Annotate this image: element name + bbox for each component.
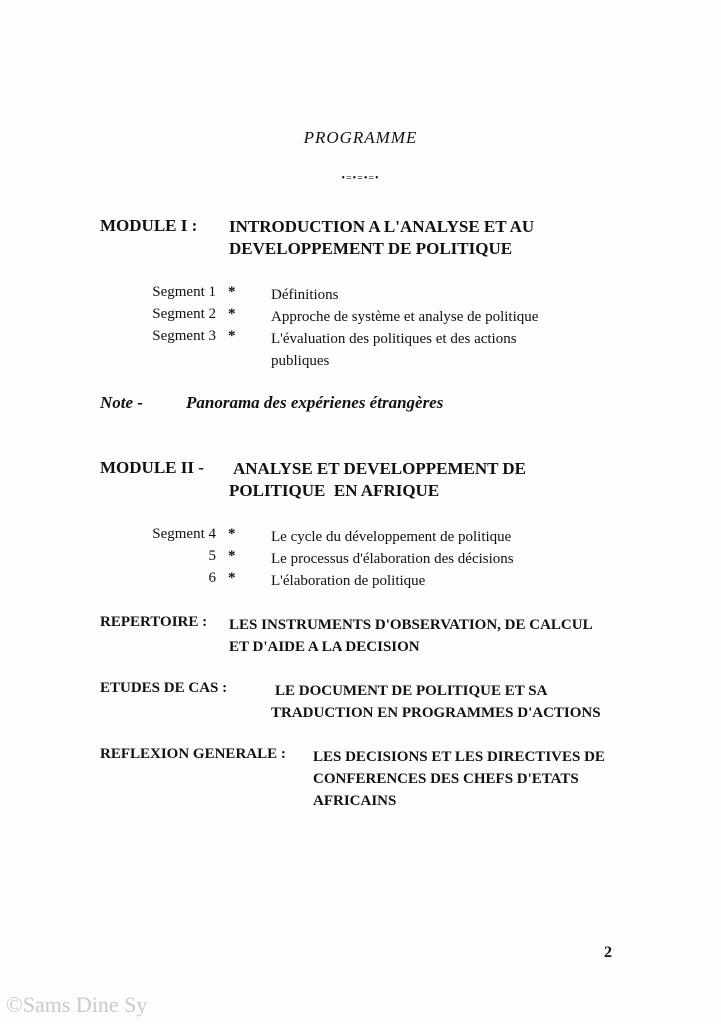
segment-text: Approche de système et analyse de politique — [271, 309, 539, 325]
repertoire-text-line2: ET D'AIDE A LA DECISION — [229, 639, 420, 655]
segment-label: Segment 3 — [152, 328, 216, 344]
segment-label: 5 — [208, 548, 216, 564]
segment-text-line1: L'évaluation des politiques et des actions — [271, 331, 517, 347]
segment-label: Segment 1 — [152, 284, 216, 300]
segment-bullet: * — [228, 306, 236, 322]
etudes-text-line2: TRADUCTION EN PROGRAMMES D'ACTIONS — [271, 705, 601, 721]
module-2-title-line1: ANALYSE ET DEVELOPPEMENT DE — [233, 459, 527, 478]
note-text: Panorama des expérienes étrangères — [186, 393, 444, 412]
module-2-title-line2: POLITIQUE EN AFRIQUE — [229, 481, 440, 500]
module-1-label: MODULE I : — [100, 216, 198, 235]
segment-bullet: * — [228, 548, 236, 564]
page-number: 2 — [604, 944, 612, 961]
segment-text: Le cycle du développement de politique — [271, 529, 512, 545]
segment-bullet: * — [228, 328, 236, 344]
segment-label: Segment 2 — [152, 306, 216, 322]
etudes-label: ETUDES DE CAS : — [100, 680, 228, 696]
segment-bullet: * — [228, 526, 236, 542]
copyright-watermark: ©Sams Dine Sy — [6, 992, 148, 1017]
module-2-label: MODULE II - — [100, 458, 204, 477]
segment-text: Le processus d'élaboration des décisions — [271, 551, 514, 567]
segment-bullet: * — [228, 284, 236, 300]
module-1-title-line2: DEVELOPPEMENT DE POLITIQUE — [229, 239, 513, 258]
segment-text-line2: publiques — [271, 353, 330, 369]
etudes-text-line1: LE DOCUMENT DE POLITIQUE ET SA — [275, 683, 548, 699]
segment-label: Segment 4 — [152, 526, 216, 542]
segment-text: Définitions — [271, 287, 339, 303]
reflexion-label: REFLEXION GENERALE : — [100, 746, 286, 762]
segment-label: 6 — [208, 570, 216, 586]
module-1-title-line1: INTRODUCTION A L'ANALYSE ET AU — [229, 217, 535, 236]
reflexion-text-line3: AFRICAINS — [313, 793, 397, 809]
note-label: Note - — [100, 393, 143, 412]
segment-bullet: * — [228, 570, 236, 586]
reflexion-text-line2: CONFERENCES DES CHEFS D'ETATS — [313, 771, 579, 787]
repertoire-label: REPERTOIRE : — [100, 614, 208, 630]
title-ornament: •=•=•=• — [341, 173, 380, 184]
repertoire-text-line1: LES INSTRUMENTS D'OBSERVATION, DE CALCUL — [229, 617, 593, 633]
segment-text: L'élaboration de politique — [271, 573, 426, 589]
reflexion-text-line1: LES DECISIONS ET LES DIRECTIVES DE — [313, 749, 605, 765]
programme-title: PROGRAMME — [303, 128, 418, 147]
